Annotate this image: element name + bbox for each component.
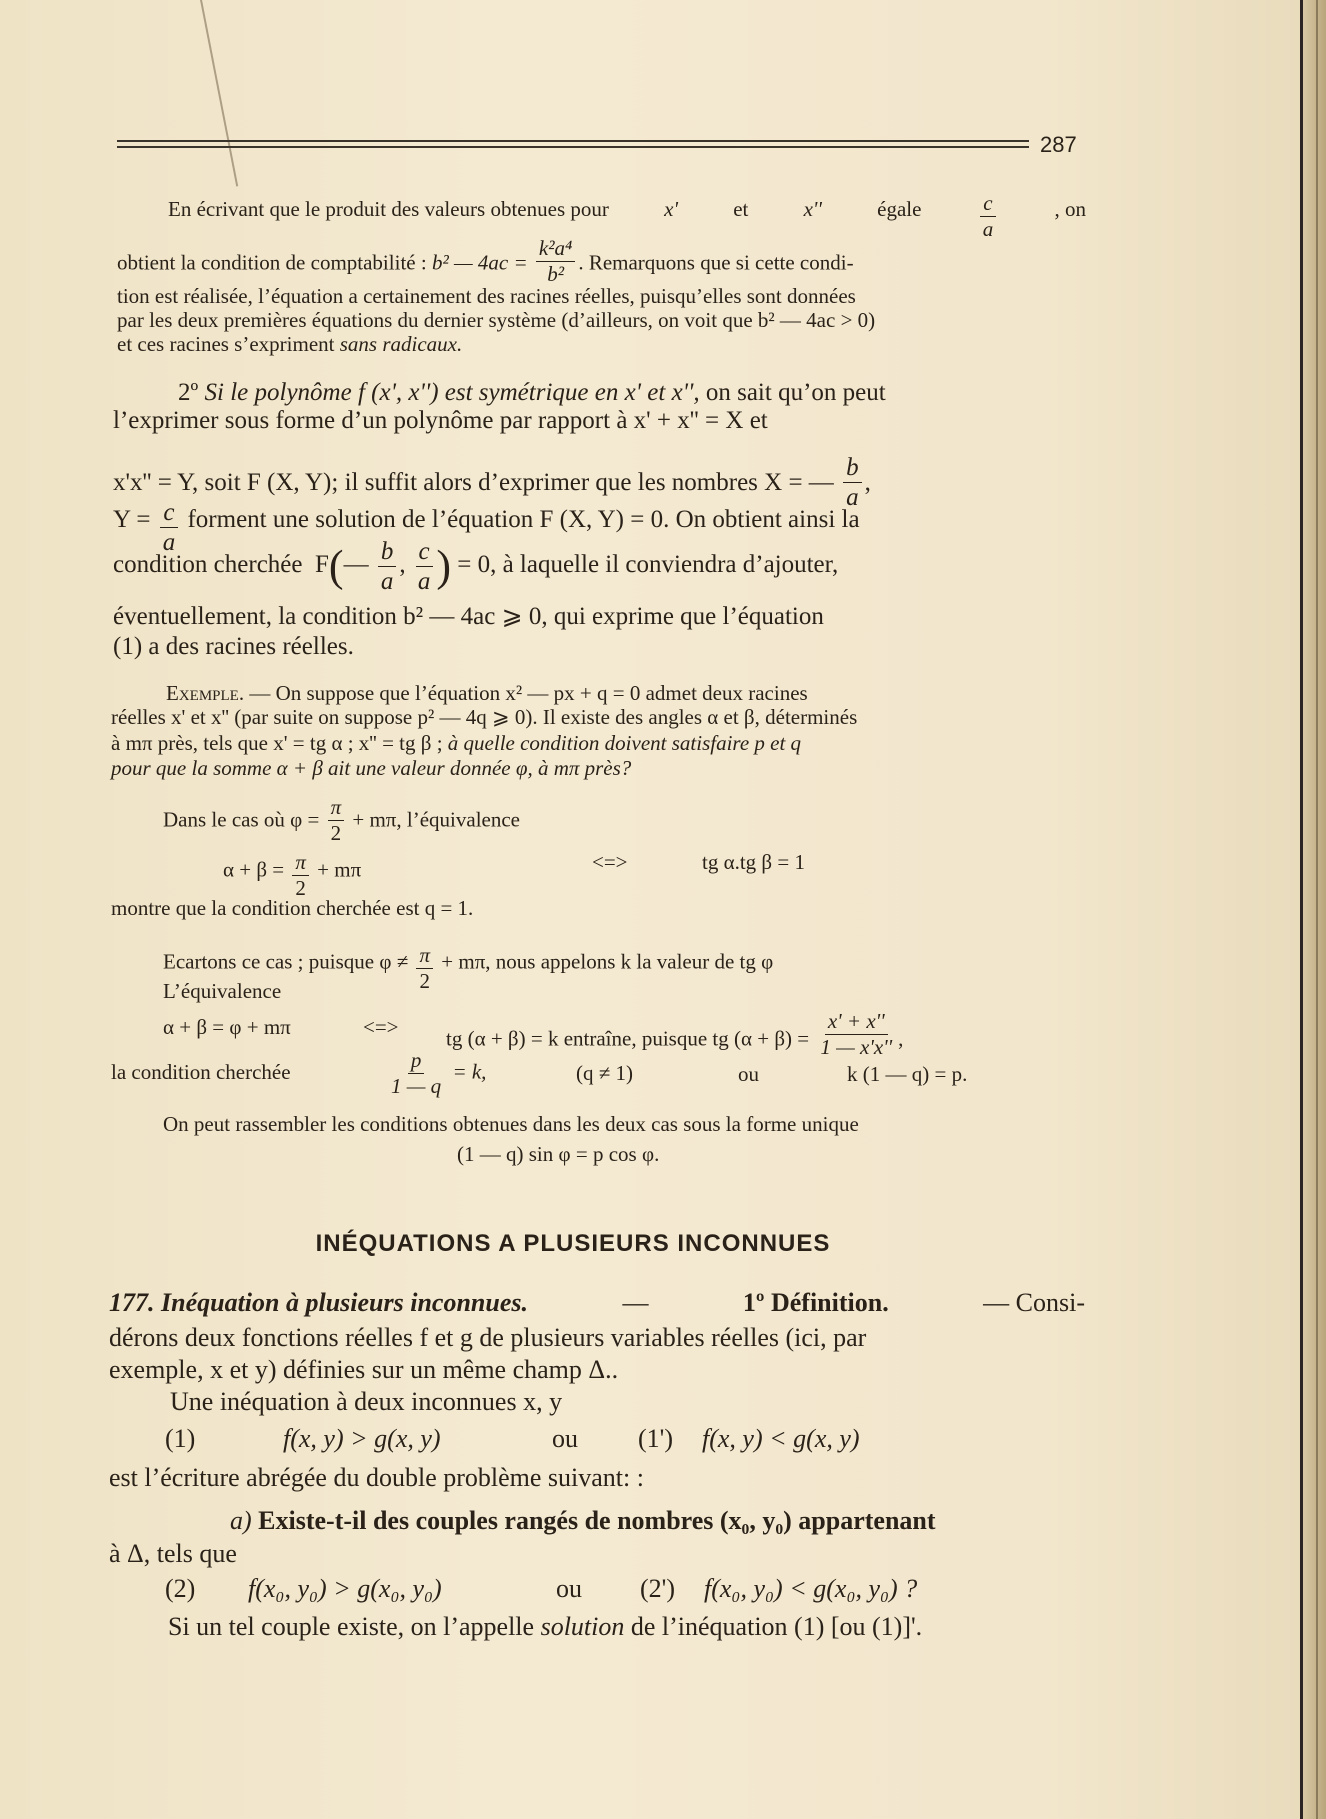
ineq1p-label: (1'): [638, 1424, 674, 1453]
example-condition-q: (q ≠ 1): [576, 1061, 634, 1085]
example-condition-fraction: $\frac{p}{1 — q}$ = k,: [385, 1050, 486, 1097]
para2-line7: (1) a des racines réelles.: [113, 633, 354, 660]
fraction-c-over-a: $\frac{c}{a}$: [415, 539, 434, 594]
fraction-pi-over-2: $\frac{\pi}{2}$: [328, 797, 345, 844]
ineq1-label: (1): [165, 1424, 196, 1453]
para2-line6: éventuellement, la condition b² — 4ac ⩾ 0, qui exprime que l’équation: [113, 603, 824, 630]
art177-line5: est l’écriture abrégée du double problème suivant: :: [109, 1463, 644, 1492]
paren-left: (: [328, 541, 344, 591]
fraction-c-over-a: $\frac{c}{a}$: [160, 500, 179, 555]
para1-line1: [168, 191, 1086, 246]
art177-line2: dérons deux fonctions réelles f et g de plusieurs variables réelles (ici, par: [109, 1323, 867, 1352]
para2-line4: Y = $\frac{c}{a}$ forment une solution de l’équation F (X, Y) = 0. On obtient ainsi la: [113, 499, 860, 556]
article-title: 177. Inéquation à plusieurs inconnues.: [109, 1288, 529, 1317]
fraction-b-over-a: $\frac{b}{a}$: [378, 539, 397, 594]
book-binding: [1303, 0, 1326, 1819]
definition-label: 1º Définition.: [742, 1288, 889, 1317]
equivalence-arrow: <=>: [592, 850, 628, 874]
ineq-or: ou: [556, 1574, 582, 1603]
example-line1: Exemple. — On suppose que l’équation x² — px + q = 0 admet deux racines: [166, 681, 808, 705]
art177-line7: à Δ, tels que: [109, 1539, 237, 1568]
example-eq2-left: α + β = φ + mπ: [163, 1015, 291, 1039]
page-number: 287: [1040, 132, 1077, 157]
ineq2p-label: (2'): [640, 1574, 676, 1603]
para2-line1: 2º Si le polynôme f (x', x'') est symétrique en x' et x'', on sait qu’on peut: [178, 379, 886, 406]
example-equivalence-label: L’équivalence: [163, 979, 282, 1003]
para1-line3: tion est réalisée, l’équation a certainement des racines réelles, puisqu’elles sont données: [117, 284, 856, 308]
text: En écrivant que le produit des valeurs obtenues pour: [168, 197, 609, 221]
para1-line5: et ces racines s’expriment sans radicaux.: [117, 332, 463, 356]
example-line4: pour que la somme α + β ait une valeur donnée φ, à mπ près?: [111, 756, 632, 780]
para2-line2: l’exprimer sous forme d’un polynôme par rapport à x' + x'' = X et: [113, 407, 768, 434]
header-rule-bottom: [117, 146, 1029, 148]
binding-line: [1316, 0, 1318, 1819]
fraction-tan-sum: $\frac{x' + x''}{1 — x'x''}$: [820, 1009, 893, 1059]
para2-line3: x'x'' = Y, soit F (X, Y); il suffit alors d’exprimer que les nombres X = — $\frac{b}{a}$ ,: [113, 454, 871, 511]
example-eq2-right: tg (α + β) = k entraîne, puisque tg (α + β) = $\frac{x' + x''}{1 — x'x''}$ ,: [446, 1009, 904, 1059]
section-heading: INÉQUATIONS A PLUSIEURS INCONNUES: [315, 1230, 831, 1257]
fraction-k2a4-over-b2: $\frac{\text{k²a⁴}}{\text{b²}}$: [536, 238, 575, 285]
text: et: [733, 197, 749, 221]
example-condition-or: ou: [738, 1062, 759, 1086]
example-eq1-right: tg α.tg β = 1: [702, 850, 805, 874]
ineq1p: f(x, y) < g(x, y): [702, 1424, 860, 1453]
fraction-b-over-a: $\frac{b}{a}$: [843, 455, 862, 510]
example-final-formula: (1 — q) sin φ = p cos φ.: [457, 1142, 660, 1166]
fraction-p-over-1-minus-q: $\frac{p}{1 — q}$: [391, 1048, 442, 1098]
ineq1: f(x, y) > g(x, y): [283, 1424, 441, 1453]
fraction-c-over-a: $\frac{c}{a}$: [980, 193, 997, 240]
ineq-or: ou: [552, 1424, 578, 1453]
ineq2-label: (2): [165, 1574, 196, 1603]
para1-line2: obtient la condition de comptabilité : b² — 4ac = $\frac{\text{k²a⁴}}{\text{b²}}$ . Remarquons que si cette condi-: [117, 236, 854, 286]
art177-line3: exemple, x et y) définies sur un même champ Δ..: [109, 1355, 619, 1384]
example-condition-label: la condition cherchée: [111, 1060, 291, 1084]
example-case2: Ecartons ce cas ; puisque φ ≠ $\frac{\pi}{2}$ + mπ, nous appelons k la valeur de tg φ: [163, 943, 774, 993]
fraction-pi-over-2: $\frac{\pi}{2}$: [416, 945, 433, 992]
art177-title-line: 177. Inéquation à plusieurs inconnues. — 1º Définition. — Consi-: [109, 1288, 1085, 1317]
example-summary: On peut rassembler les conditions obtenues dans les deux cas sous la forme unique: [163, 1112, 859, 1136]
example-case1-result: montre que la condition cherchée est q = 1.: [111, 896, 474, 920]
ineq2: f(x₀, y₀) > g(x₀, y₀): [248, 1574, 442, 1603]
text: égale: [877, 197, 922, 221]
para2-line5: condition cherchée F(— $\frac{b}{a}$ , $\frac{c}{a}$ ) = 0, à laquelle il conviendra d’ajouter,: [113, 538, 839, 595]
example-line2: réelles x' et x'' (par suite on suppose p² — 4q ⩾ 0). Il existe des angles α et β, déterminés: [111, 705, 858, 729]
example-eq1: α + β = $\frac{\pi}{2}$ + mπ: [223, 850, 362, 900]
example-label: Exemple.: [166, 681, 245, 705]
paren-right: ): [436, 541, 451, 591]
fraction-pi-over-2: $\frac{\pi}{2}$: [292, 852, 309, 899]
math: x': [664, 197, 678, 221]
art177-line6: a) Existe-t-il des couples rangés de nombres (x₀, y₀) appartenant: [230, 1506, 936, 1535]
equivalence-arrow: <=>: [363, 1015, 399, 1039]
art177-line4: Une inéquation à deux inconnues x, y: [170, 1387, 563, 1416]
art177-line8: Si un tel couple existe, on l’appelle solution de l’inéquation (1) [ou (1)]'.: [168, 1612, 923, 1641]
text: , on: [1054, 197, 1086, 221]
example-case1: Dans le cas où φ = $\frac{\pi}{2}$ + mπ, l’équivalence: [163, 795, 521, 845]
example-line3: à mπ près, tels que x' = tg α ; x'' = tg β ; à quelle condition doivent satisfaire p et q: [111, 731, 802, 755]
math: x'': [803, 197, 822, 221]
ineq2p: f(x₀, y₀) < g(x₀, y₀) ?: [704, 1574, 918, 1603]
example-condition-alt: k (1 — q) = p.: [847, 1062, 968, 1086]
header-rule-top: [117, 140, 1029, 142]
para1-line4: par les deux premières équations du dernier système (d’ailleurs, on voit que b² — 4ac > 0): [117, 308, 876, 332]
